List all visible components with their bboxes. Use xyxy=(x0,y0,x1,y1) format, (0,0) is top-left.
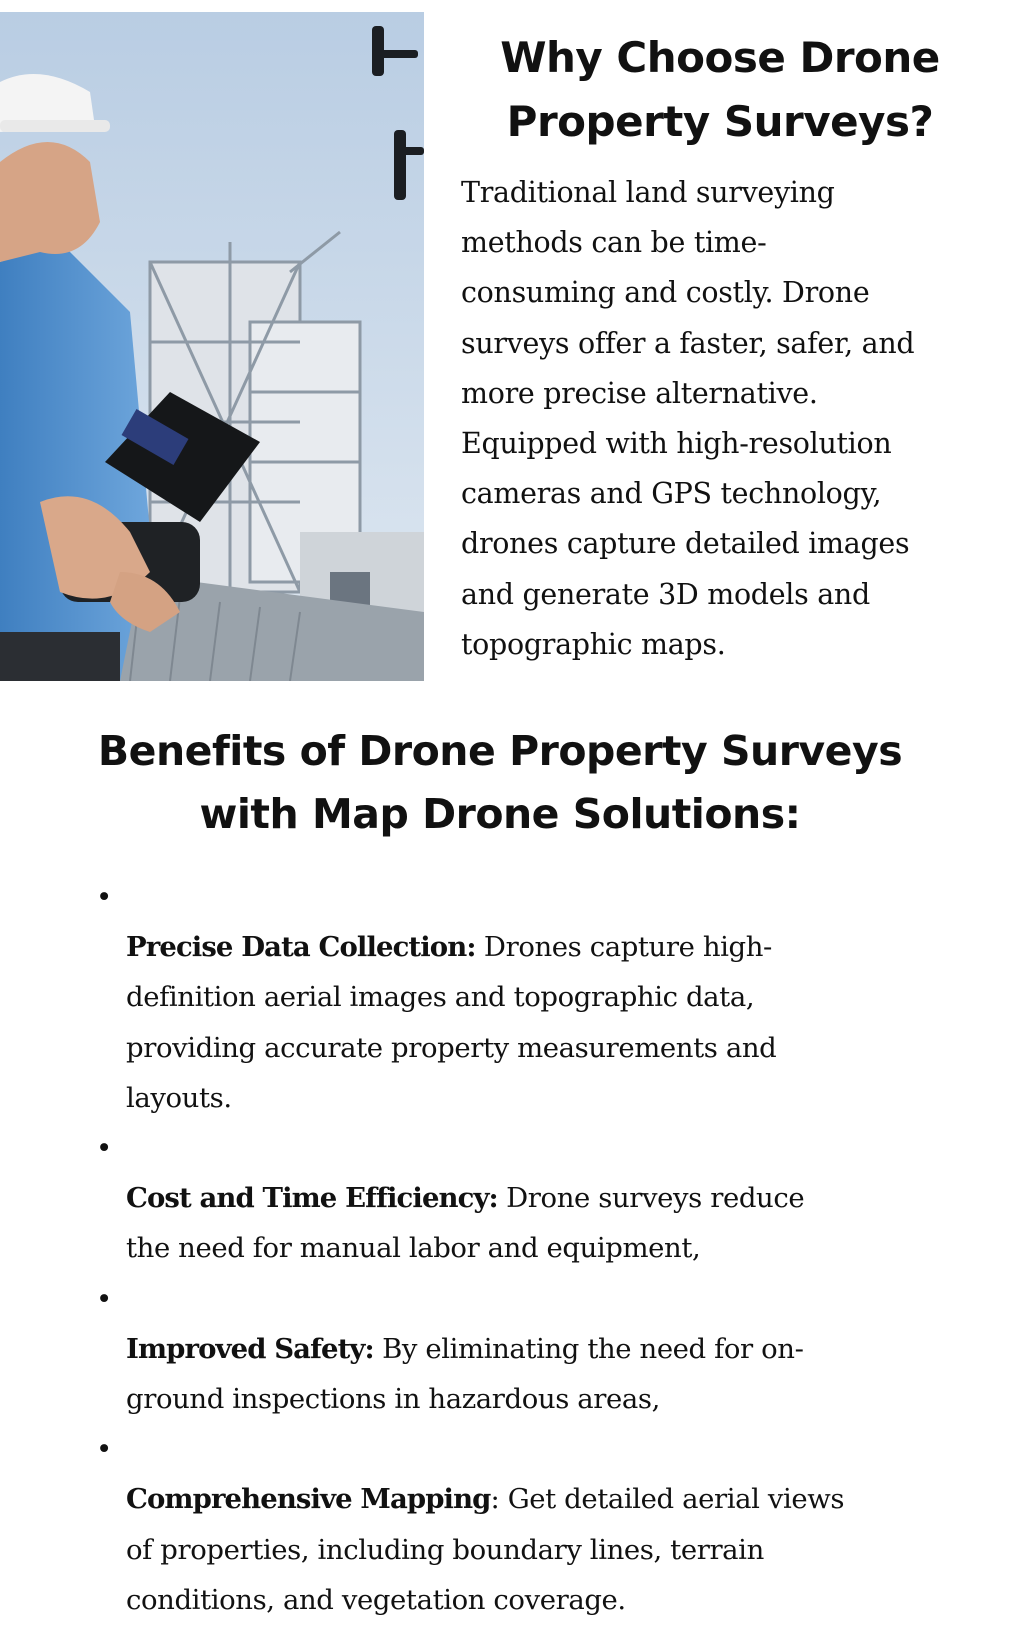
bullet-icon: • xyxy=(96,1433,112,1466)
benefit-text: By eliminating the need for on- ground inspections in hazardous areas, xyxy=(126,1332,804,1416)
why-title: Why Choose Drone Property Surveys? xyxy=(500,33,940,146)
bullet-icon: • xyxy=(96,1132,112,1165)
benefit-text: Drones capture high- definition aerial images and topographic data, providing accurate property measurements and layouts. xyxy=(126,931,777,1114)
benefits-list xyxy=(96,872,986,1625)
worker-drone-illustration xyxy=(0,12,424,681)
benefit-label: Cost and Time Efficiency: xyxy=(126,1182,498,1215)
hero-photo xyxy=(0,12,424,681)
benefit-text: : Get detailed aerial views of properties, including boundary lines, terrain conditions, and vegetation coverage. xyxy=(126,1483,845,1616)
benefits-title: Benefits of Drone Property Surveys with Map Drone Solutions: xyxy=(97,727,903,838)
list-item xyxy=(96,1123,986,1274)
list-item xyxy=(96,872,986,1123)
benefit-label: Comprehensive Mapping xyxy=(126,1483,491,1516)
list-item xyxy=(96,1274,986,1425)
list-item xyxy=(96,1424,986,1625)
benefit-label: Improved Safety: xyxy=(126,1332,374,1365)
bullet-icon: • xyxy=(96,1282,112,1315)
bullet-icon: • xyxy=(96,881,112,913)
benefit-label: Precise Data Collection: xyxy=(126,931,476,964)
benefit-text: Drone surveys reduce the need for manual labor and equipment, xyxy=(126,1182,805,1265)
why-body: Traditional land surveying methods can be time- consuming and costly. Drone surveys offer a faster, safer, and more precise alternative. Equipped with high-resolution cameras and GPS technology, drones capture detailed images and generate 3D models and topographic maps. xyxy=(461,176,915,661)
